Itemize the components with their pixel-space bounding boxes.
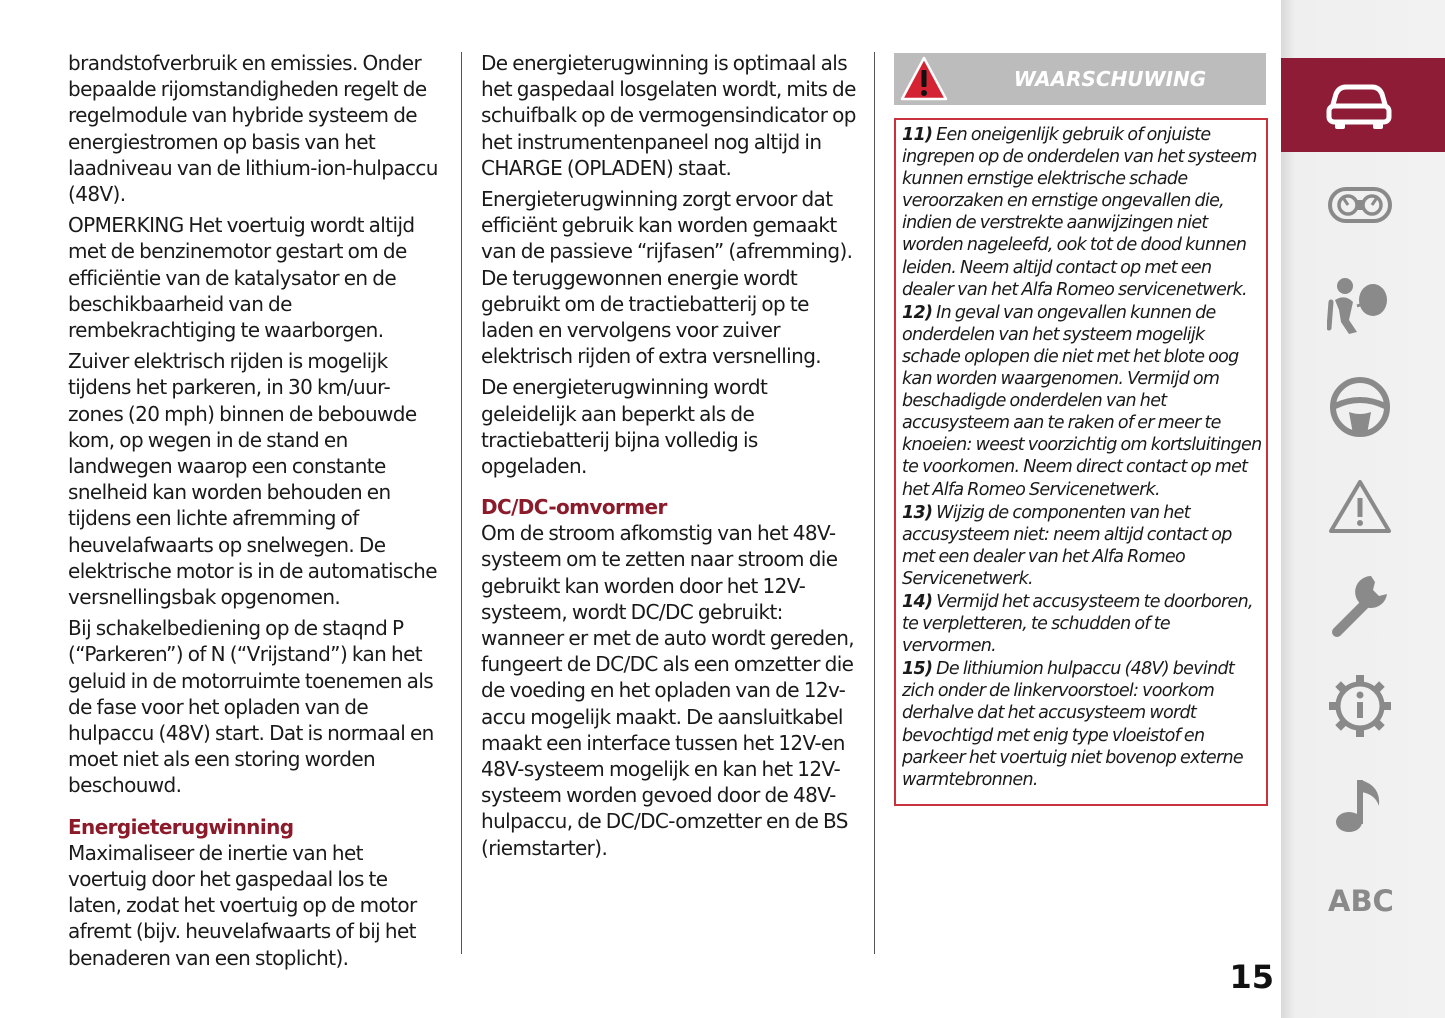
warning-item-text: Wijzig de componenten van het accusysteem niet: neem altijd contact op met een dealer van het Alfa Romeo Servicenetwerk. [902, 502, 1232, 589]
column-divider [874, 52, 875, 954]
text-column-middle [481, 50, 861, 866]
paragraph: Maximaliseer de inertie van het voertuig door het gaspedaal los te laten, zodat het voertuig op de motor afremt (bijv. heuvelafwaarts of bij het benaderen van een stoplicht). [68, 840, 417, 970]
car-icon[interactable] [1326, 78, 1392, 130]
music-note-icon[interactable] [1333, 776, 1385, 834]
paragraph: Om de stroom afkomstig van het 48V-systeem om te zetten naar stroom die gebruikt kan worden door het 12V-systeem, wordt DC/DC gebruikt: wanneer er met de auto wordt gereden, fungeert de DC/DC als een omzetter die de voeding en het opladen van de 12v-accu mogelijk maakt. De aansluitkabel maakt een interface tussen het 12V-en 48V-systeem mogelijk en kan het 12V-systeem worden gevoed door de 48V-hulpaccu, de DC/DC-omzetter en de BS (riemstarter). [481, 521, 855, 860]
warning-item-text: In geval van ongevallen kunnen de onderdelen van het systeem mogelijk schade oplopen die niet met het blote oog kan worden waargenomen. Vermijd om beschadigde onderdelen van het accusysteem aan te raken of er meer te knoeien: weest voorzichtig om kortsluitingen te voorkomen. Neem direct contact op met het Alfa Romeo Servicenetwerk. [902, 302, 1262, 500]
warning-item-number: 13) [902, 502, 933, 523]
warning-item-text: Vermijd het accusysteem te doorboren, te verpletteren, te schudden of te vervormen. [902, 591, 1253, 657]
wrench-icon[interactable] [1329, 572, 1391, 638]
warning-icon[interactable] [1328, 478, 1392, 534]
paragraph: De energieterugwinning wordt geleidelijk aan beperkt als de tractiebatterij bijna volledig is opgeladen. [481, 375, 768, 479]
warning-title: WAARSCHUWING [1013, 67, 1207, 91]
steering-wheel-icon[interactable] [1329, 376, 1391, 438]
warning-item [902, 502, 1266, 590]
section-heading-dcdc-omvormer: DC/DC-omvormer [481, 495, 667, 520]
paragraph-note: OPMERKING Het voertuig wordt altijd met de benzinemotor gestart om de efficiëntie van de katalysator en de beschikbaarheid van de rembekrachtiging te waarborgen. [68, 213, 415, 343]
airbag-icon[interactable] [1327, 276, 1393, 334]
warning-triangle-icon [899, 55, 949, 103]
warning-header [894, 53, 1266, 105]
warning-item-number: 11) [902, 125, 933, 145]
sidebar-item-abc[interactable]: ABC [1328, 884, 1394, 918]
section-heading-energieterugwinning: Energieterugwinning [68, 814, 294, 839]
info-gear-icon[interactable] [1328, 674, 1392, 738]
paragraph: De energieterugwinning is optimaal als het gaspedaal losgelaten wordt, mits de schuifbalk op de vermogensindicator op het instrumentenpaneel nog altijd in CHARGE (OPLADEN) staat. [481, 51, 856, 180]
dashboard-icon[interactable] [1327, 186, 1393, 226]
chapter-sidebar [1281, 0, 1445, 1018]
paragraph: Zuiver elektrisch rijden is mogelijk tijdens het parkeren, in 30 km/uur-zones (20 mph) binnen de bebouwde kom, op wegen in de stand en landwegen waarop een constante snelheid kan worden behouden en tijdens een lichte afremming of heuvelafwaarts op snelwegen. De elektrische motor is in de automatische versnellingsbak opgenomen. [68, 349, 437, 610]
warning-item-text: De lithiumion hulpaccu (48V) bevindt zich onder de linkervoorstoel: voorkom derhalve dat het accusysteem wordt bevochtigd met enig type vloeistof en parkeer het voertuig niet bovenop externe warmtebronnen. [902, 659, 1243, 790]
warning-item-number: 12) [902, 302, 933, 323]
paragraph: Energieterugwinning zorgt ervoor dat efficiënt gebruik kan worden gemaakt van de passieve “rijfasen” (afremming). De teruggewonnen energie wordt gebruikt om de tractiebatterij op te laden en vervolgens voor zuiver elektrisch rijden of extra versnelling. [481, 187, 853, 369]
warning-item [902, 658, 1266, 791]
page-number: 15 [1229, 958, 1274, 996]
paragraph: brandstofverbruik en emissies. Onder bepaalde rijomstandigheden regelt de regelmodule van hybride systeem de energiestromen op basis van het laadniveau van de lithium-ion-hulpaccu (48V). [68, 51, 438, 207]
warning-item-number: 14) [902, 591, 933, 612]
warning-item [902, 124, 1266, 301]
warning-item-text: Een oneigenlijk gebruik of onjuiste ingrepen op de onderdelen van het systeem kunnen ernstige elektrische schade veroorzaken en ernstige ongevallen die, indien de verstrekte aanwijzingen niet worden nageleefd, ook tot de dood kunnen leiden. Neem altijd contact op met een dealer van het Alfa Romeo servicenetwerk. [902, 125, 1257, 300]
paragraph: Bij schakelbediening op de staqnd P (“Parkeren”) of N (“Vrijstand”) kan het geluid in de motorruimte toenemen als de fase voor het opladen van de hulpaccu (48V) start. Dat is normaal en moet niet als een storing worden beschouwd. [68, 616, 434, 798]
warning-item-number: 15) [902, 659, 933, 680]
warning-item [902, 591, 1266, 657]
text-column-left [68, 50, 444, 976]
warning-item [902, 302, 1266, 501]
warning-box [894, 118, 1268, 806]
column-divider [461, 52, 462, 954]
